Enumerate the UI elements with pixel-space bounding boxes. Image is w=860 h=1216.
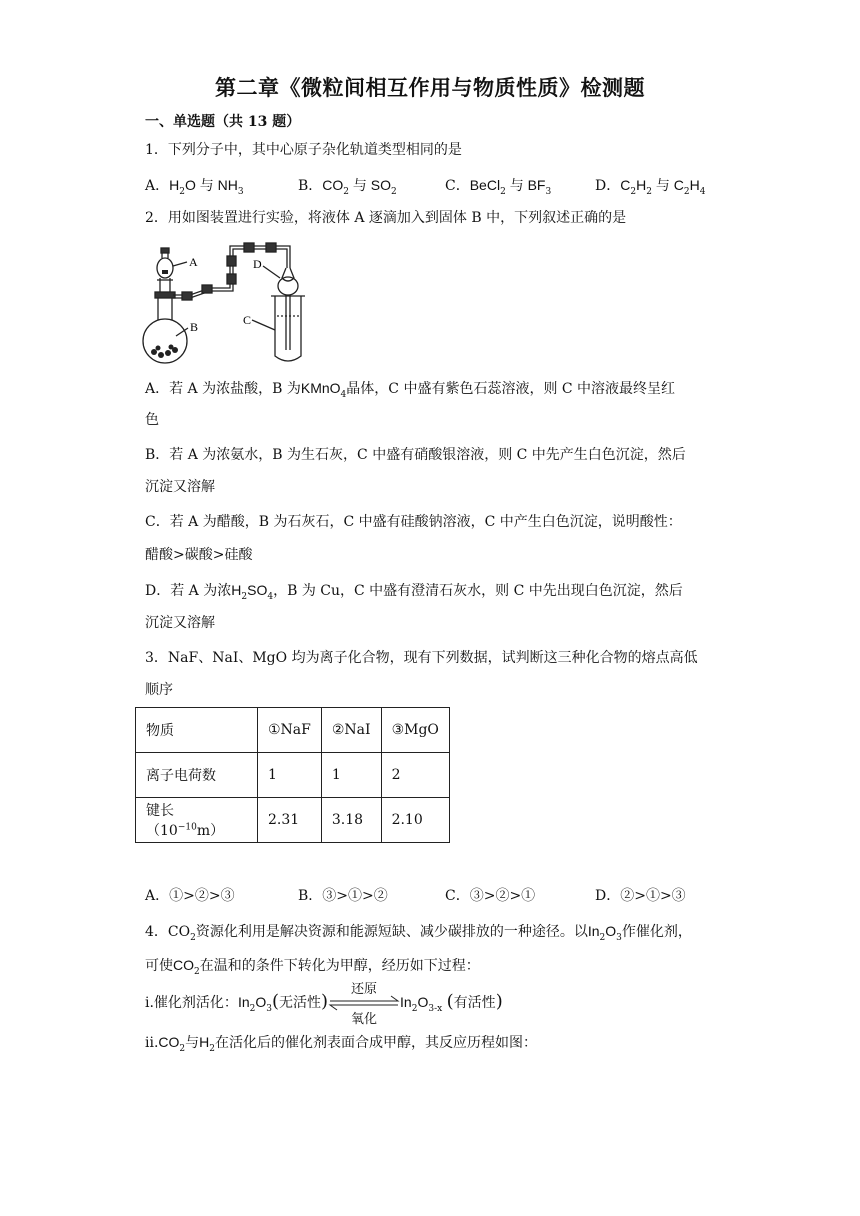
- q2-option-a-line2: 色: [145, 412, 159, 428]
- question-4-line1: 4．$CO_2$资源化利用是解决资源和能源短缺、减少碳排放的一种途径。以$In_2O_3$作催化剂，: [145, 923, 692, 943]
- section-heading: 一、单选题（共 13 题）: [145, 114, 301, 130]
- question-1-stem: 1．下列分子中，其中心原子杂化轨道类型相同的是: [145, 142, 462, 158]
- question-4-line4: $ii.CO_2$与$H_2$在活化后的催化剂表面合成甲醇，其反应历程如图：: [145, 1034, 537, 1054]
- label-d: D: [253, 257, 262, 271]
- question-3-stem-line2: 顺序: [145, 682, 173, 698]
- q3-option-a: A．①>②>③: [145, 888, 235, 904]
- label-c: C: [243, 313, 252, 327]
- q3-option-c: C．③>②>①: [445, 888, 536, 904]
- table-cell: 离子电荷数: [136, 753, 258, 798]
- question-4-line2: 可使$CO_2$在温和的条件下转化为甲醇，经历如下过程：: [145, 957, 480, 977]
- flask-b: [143, 319, 187, 363]
- table-row: [136, 798, 450, 843]
- table-cell: 2: [381, 753, 449, 798]
- test-tube-c: [275, 296, 301, 361]
- q2-option-d-line2: 沉淀又溶解: [145, 615, 215, 631]
- q2-option-d-line1: D．若 A 为浓$H_2SO_4$，B 为 Cu，C 中盛有澄清石灰水，则 C 中先出现白色沉淀，然后: [145, 582, 683, 602]
- bulb-d: [278, 277, 298, 295]
- q2-option-b-line1: B．若 A 为浓氨水，B 为生石灰，C 中盛有硝酸银溶液，则 C 中先产生白色沉淀，然后: [145, 447, 686, 463]
- table-cell: 1: [321, 753, 381, 798]
- table-cell: 2.10: [381, 798, 449, 843]
- table-row: [136, 708, 450, 753]
- question-2-stem: 2．用如图装置进行实验，将液体 A 逐滴加入到固体 B 中，下列叙述正确的是: [145, 210, 627, 226]
- q1-option-c: C．BeCl$_2$ 与 $BF_3$: [445, 177, 552, 197]
- table-cell: 物质: [136, 708, 258, 753]
- reversible-arrow: 还原 氧化: [328, 993, 400, 1013]
- table-cell: 2.31: [258, 798, 322, 843]
- question-3-stem-line1: 3．NaF、NaI、MgO 均为离子化合物，现有下列数据，试判断这三种化合物的熔点高低: [145, 650, 698, 666]
- q2-option-b-line2: 沉淀又溶解: [145, 479, 215, 495]
- page-title: 第二章《微粒间相互作用与物质性质》检测题: [215, 75, 645, 100]
- apparatus-diagram: [140, 238, 310, 366]
- q3-option-d: D．②>①>③: [595, 888, 686, 904]
- funnel-a: [157, 258, 173, 278]
- q1-option-d: D．$C_2H_2$ 与 $C_2H_4$: [595, 177, 706, 197]
- q2-option-a-line1: A．若 A 为浓盐酸，B 为KMnO$_4$晶体，C 中盛有紫色石蕊溶液，则 C 中溶液最终呈红: [145, 380, 676, 400]
- catalyst-activation-equation: i.催化剂活化：$In_2O_3$(无活性) 还原 氧化 $In_2O_{3-x}$ (有活性): [145, 982, 503, 1027]
- ion-data-table: [135, 707, 450, 843]
- q3-option-b: B．③>①>②: [298, 888, 388, 904]
- table-row: [136, 753, 450, 798]
- q2-option-c-line2: 醋酸>碳酸>硅酸: [145, 547, 253, 563]
- table-cell: 键长$(10^{-10}m)$: [136, 798, 258, 843]
- table-cell: 1: [258, 753, 322, 798]
- table-cell: ①NaF: [258, 708, 322, 753]
- table-cell: 3.18: [321, 798, 381, 843]
- q2-option-c-line1: C．若 A 为醋酸，B 为石灰石，C 中盛有硅酸钠溶液，C 中产生白色沉淀，说明酸性：: [145, 514, 682, 530]
- q1-option-a: A．$H_2O$ 与 $NH_3$: [145, 177, 244, 197]
- table-cell: ②NaI: [321, 708, 381, 753]
- q1-option-b: B．$CO_2$ 与 $SO_2$: [298, 177, 397, 197]
- table-cell: ③MgO: [381, 708, 449, 753]
- label-a: A: [189, 255, 198, 269]
- label-b: B: [190, 320, 199, 334]
